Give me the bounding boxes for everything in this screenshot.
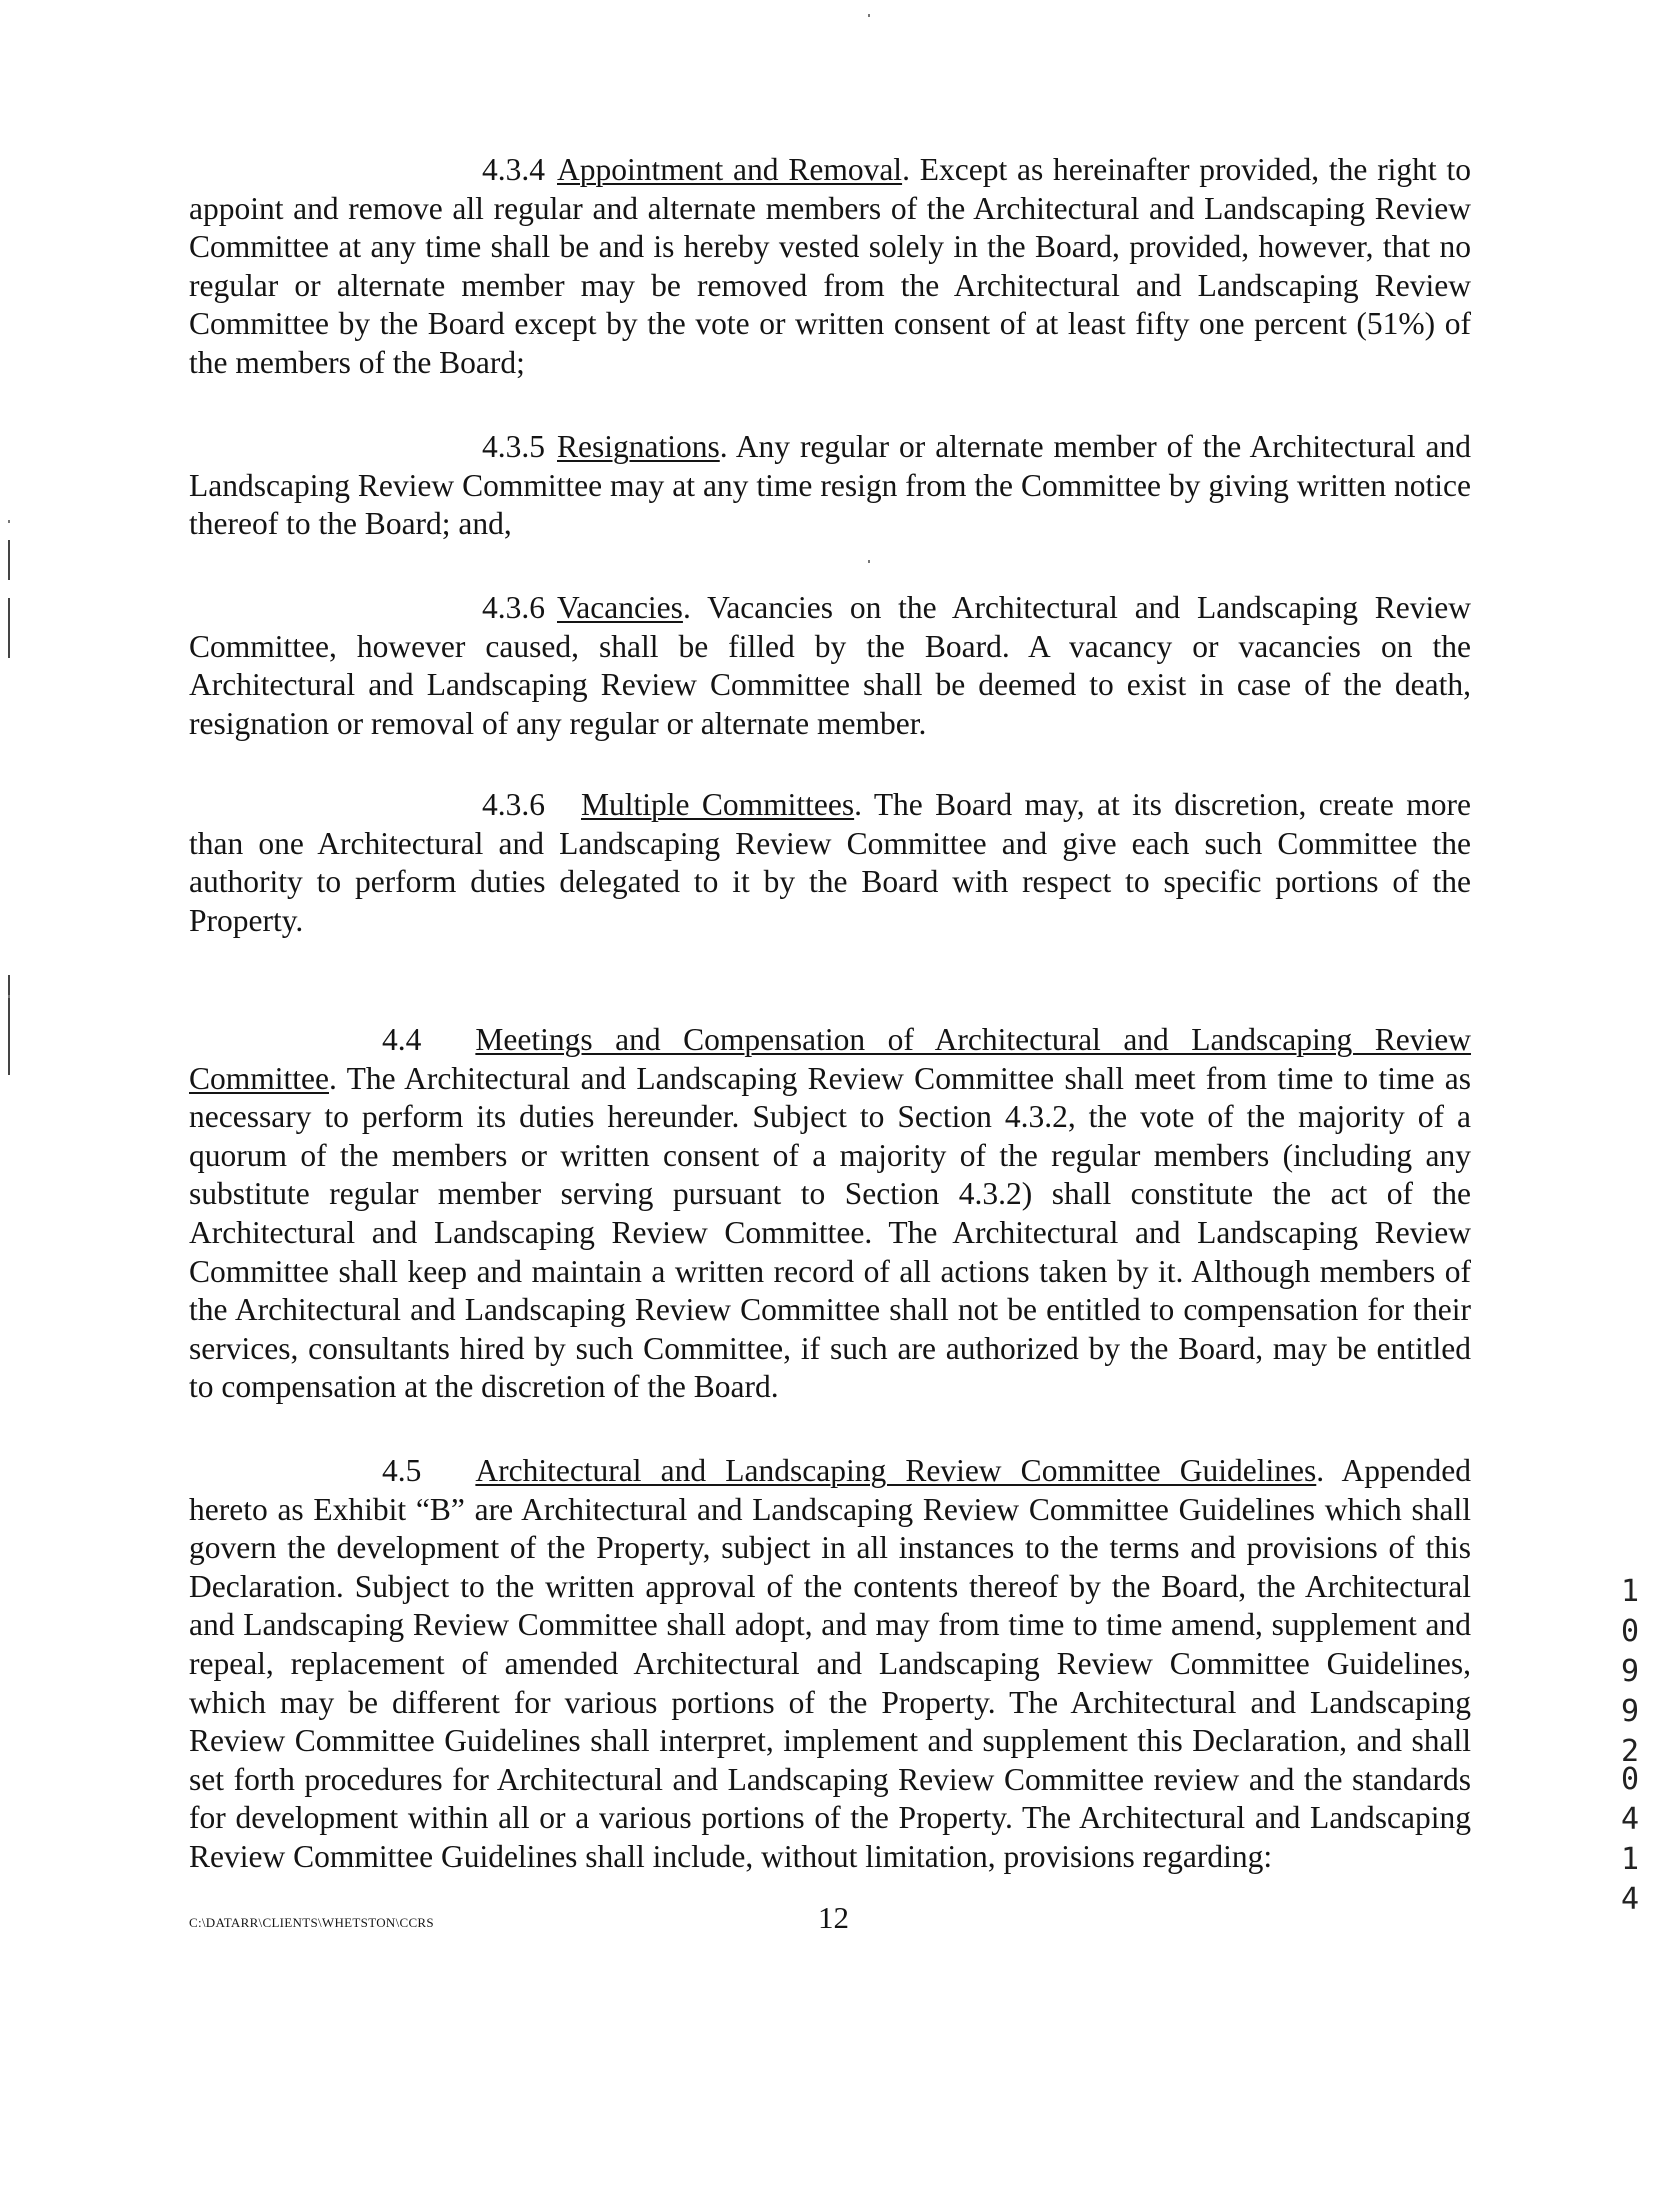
stamp-digit: 0 (1620, 1762, 1640, 1797)
stamp-digit: 9 (1620, 1654, 1640, 1689)
section-body: Vacancies on the Architectural and Landscaping Review Committee, however caused, shall be filled by the Board. A vacancy or vacancies on the Architectural and Landscaping Review Committee shall be deemed to exist in case of the death, resignation or removal of any regular or alternate member. (189, 590, 1471, 741)
heading-period: . (854, 787, 862, 822)
scan-speck (868, 14, 870, 17)
stamp-digit: 1 (1620, 1574, 1640, 1609)
stamp-digit: 4 (1620, 1802, 1640, 1837)
stamp-digit: 2 (1620, 1734, 1640, 1769)
section-body: The Architectural and Landscaping Review Committee shall meet from time to time as necessary to perform its duties hereunder. Subject to Section 4.3.2, the vote of the majority of a quorum of the members or written consent of a majority of the regular members (including any substitute regular member serving pursuant to Section 4.3.2) shall constitute the act of the Architectural and Landscaping Review Committee. The Architectural and Landscaping Review Committee shall keep and maintain a written record of all actions taken by it. Although members of the Architectural and Landscaping Review Committee shall not be entitled to compensation for their services, consultants hired by such Committee, if such are authorized by the Board, may be entitled to compensation at the discretion of the Board. (189, 1060, 1471, 1405)
section-number: 4.3.6 (482, 590, 545, 625)
heading-period: . (682, 590, 691, 625)
stamp-digit: 9 (1620, 1694, 1640, 1729)
scan-speck (868, 560, 870, 563)
section-body: Except as hereinafter provided, the right to appoint and remove all regular and alternate members of the Architectural and Landscaping Review Committee at any time shall be and is hereby vested solely in the Board, provided, however, that no regular or alternate member may be removed from the Architectural and Landscaping Review Committee by the Board except by the vote or written consent of at least fifty one percent (51%) of the members of the Board; (189, 152, 1471, 380)
margin-stamp-group-2 (1615, 1760, 1645, 1920)
section-4-3-6-multiple-committees (189, 786, 1471, 940)
section-number: 4.3.6 (482, 787, 545, 822)
stamp-digit: 4 (1620, 1882, 1640, 1917)
section-heading: Vacancies (557, 590, 683, 625)
section-4-4 (189, 1021, 1471, 1407)
section-number: 4.3.4 (482, 152, 545, 187)
page-number: 12 (818, 1900, 849, 1935)
scan-mark-bar (8, 540, 10, 580)
section-number: 4.3.5 (482, 429, 545, 464)
stamp-digit: 0 (1620, 1614, 1640, 1649)
section-4-3-4 (189, 151, 1471, 383)
section-heading: Multiple Committees (581, 787, 855, 822)
footer-file-path: C:\DATARR\CLIENTS\WHETSTON\CCRS (189, 1915, 434, 1930)
margin-stamp-group-1 (1615, 1572, 1645, 1772)
section-body: Appended hereto as Exhibit “B” are Architectural and Landscaping Review Committee Guidelines which shall govern the development of the Property, subject in all instances to the terms and provisions of this Declaration. Subject to the written approval of the contents thereof by the Board, the Architectural and Landscaping Review Committee shall adopt, and may from time to time amend, supplement and repeal, replacement of amended Architectural and Landscaping Review Committee Guidelines, which may be different for various portions of the Property. The Architectural and Landscaping Review Committee Guidelines shall interpret, implement and supplement this Declaration, and shall set forth procedures for Architectural and Landscaping Review Committee review and the standards for development within all or a various portions of the Property. The Architectural and Landscaping Review Committee Guidelines shall include, without limitation, provisions regarding: (189, 1453, 1471, 1874)
section-heading: Meetings and Compensation of Architectural and Landscaping Review Committee (189, 1022, 1471, 1096)
heading-period: . (328, 1060, 337, 1096)
scan-speck (8, 995, 10, 998)
section-4-5 (189, 1452, 1471, 1877)
section-number: 4.4 (382, 1022, 422, 1057)
section-heading: Resignations (557, 429, 720, 464)
scan-mark-bar (8, 598, 10, 658)
stamp-digit: 1 (1620, 1842, 1640, 1877)
section-body: The Board may, at its discretion, create more than one Architectural and Landscaping Review Committee and give each such Committee the authority to perform duties delegated to it by the Board with respect to specific portions of the Property. (189, 787, 1471, 938)
scan-mark-bar (8, 975, 10, 1075)
section-4-3-5 (189, 428, 1471, 544)
section-body: Any regular or alternate member of the Architectural and Landscaping Review Committee may at any time resign from the Committee by giving written notice thereof to the Board; and, (189, 429, 1471, 542)
section-heading: Appointment and Removal (557, 152, 903, 187)
section-heading: Architectural and Landscaping Review Committee Guidelines (475, 1453, 1317, 1488)
heading-period: . (1316, 1453, 1325, 1488)
section-number: 4.5 (382, 1453, 422, 1488)
heading-period: . (902, 152, 910, 187)
heading-period: . (719, 429, 728, 464)
section-4-3-6-vacancies (189, 589, 1471, 743)
scan-speck (8, 520, 10, 523)
